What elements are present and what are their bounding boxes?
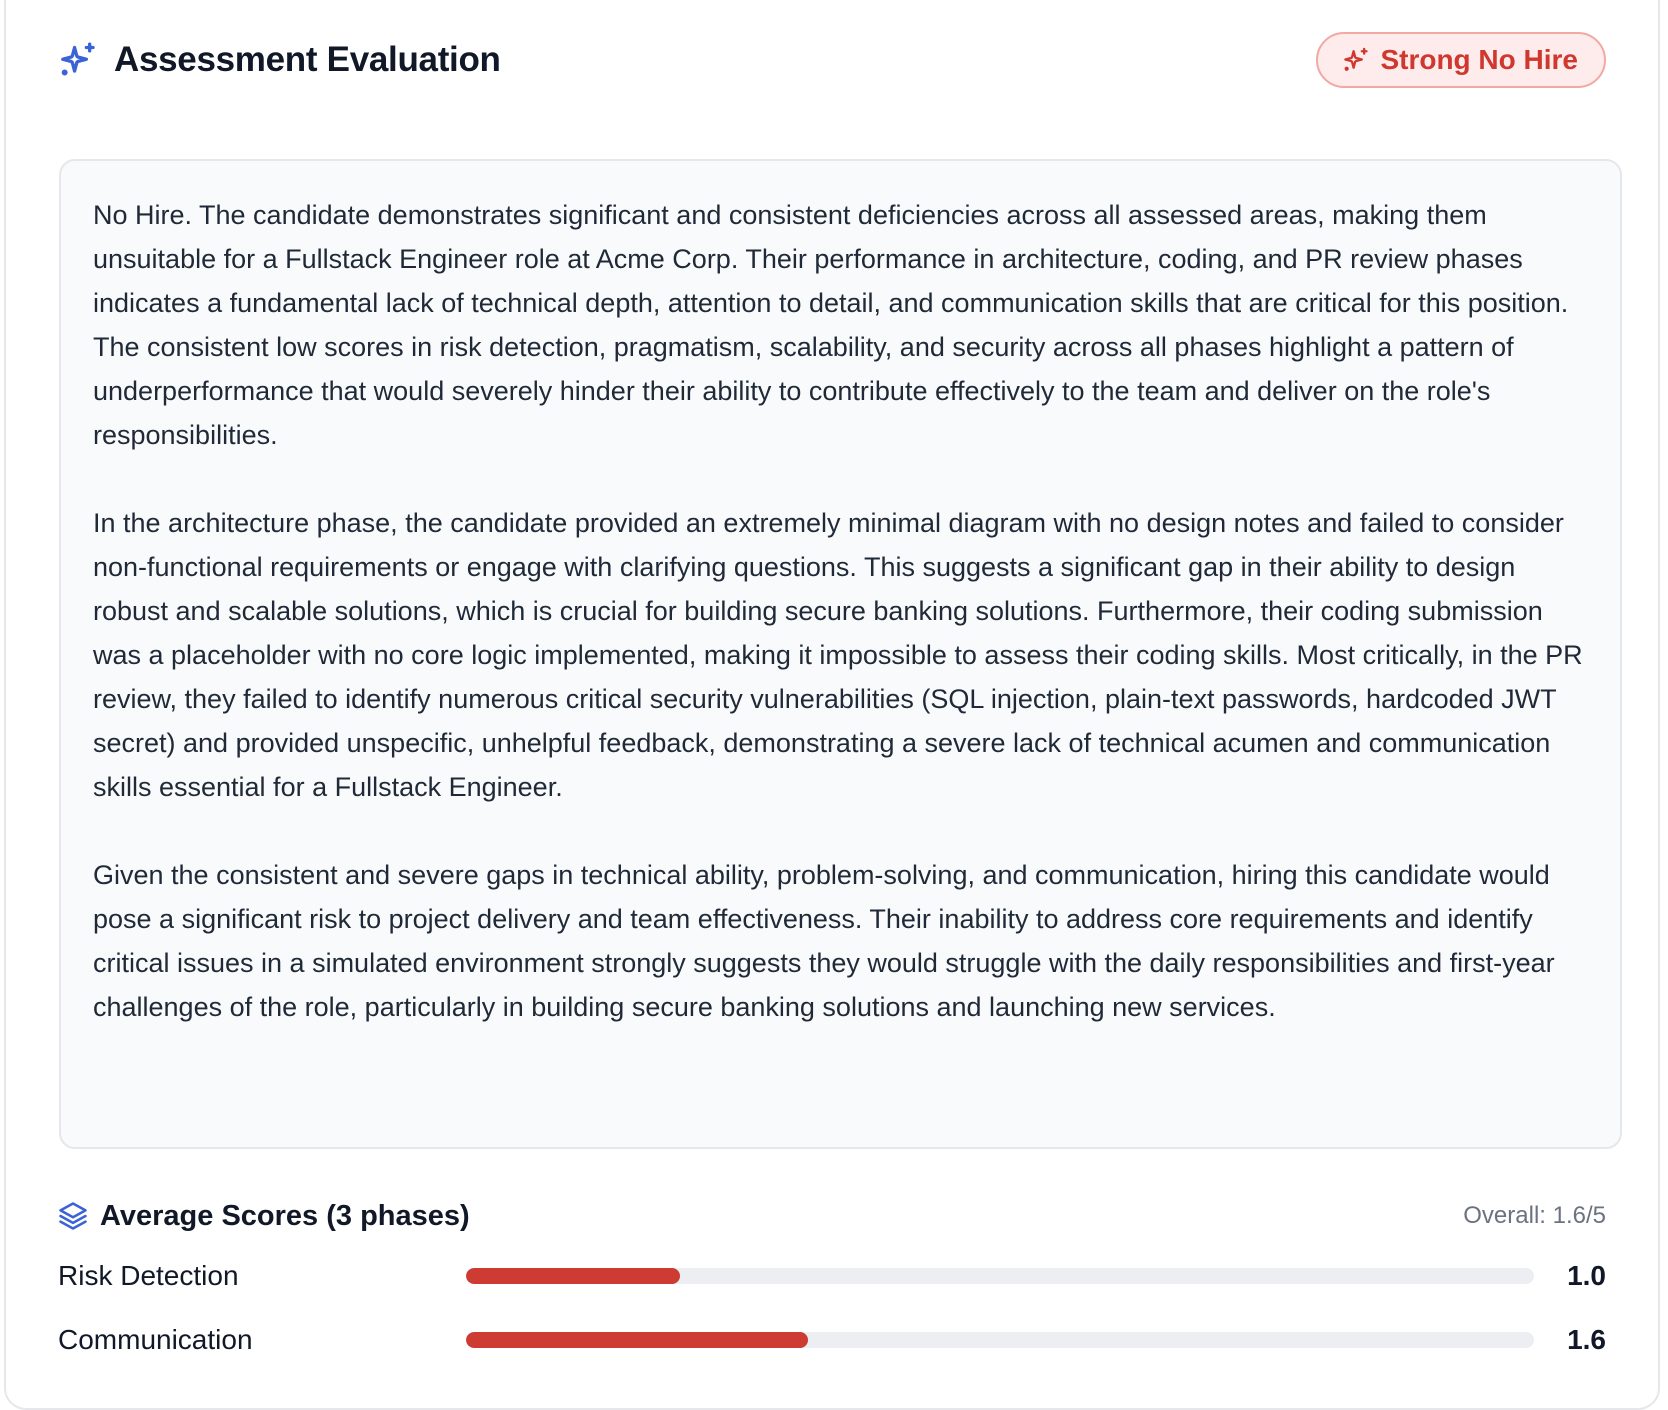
overall-score: Overall: 1.6/5 (1463, 1202, 1606, 1229)
layers-icon (58, 1201, 88, 1231)
score-value: 1.0 (1567, 1260, 1606, 1291)
sparkles-icon (1342, 46, 1370, 74)
score-bar-track (466, 1268, 1534, 1284)
score-label: Communication (58, 1324, 253, 1355)
summary-paragraph: Given the consistent and severe gaps in technical ability, problem-solving, and communication, hiring this candidate would pose a significant risk to project delivery and team effectiveness. Their inability to address core requirements and identify critical issues in a simulated environment strongly suggests they would struggle with the daily responsibilities and first-year challenges of the role, particularly in building secure banking solutions and launching new services. (93, 860, 1555, 1022)
title-group (58, 40, 501, 80)
recommendation-badge (1316, 32, 1606, 88)
scores-title: Average Scores (3 phases) (100, 1199, 470, 1232)
evaluation-summary (59, 159, 1622, 1149)
score-row-risk-detection (58, 1254, 1606, 1298)
average-scores-header (58, 1194, 1606, 1238)
card-header (58, 30, 1606, 90)
score-value: 1.6 (1567, 1324, 1606, 1355)
summary-paragraph: In the architecture phase, the candidate provided an extremely minimal diagram with no design notes and failed to consider non-functional requirements or engage with clarifying questions. This suggests a significant gap in their ability to design robust and scalable solutions, which is crucial for building secure banking solutions. Furthermore, their coding submission was a placeholder with no core logic implemented, making it impossible to assess their coding skills. Most critically, in the PR review, they failed to identify numerous critical security vulnerabilities (SQL injection, plain-text passwords, hardcoded JWT secret) and provided unspecific, unhelpful feedback, demonstrating a severe lack of technical acumen and communication skills essential for a Fullstack Engineer. (93, 508, 1583, 802)
badge-label: Strong No Hire (1380, 44, 1578, 75)
assessment-evaluation-card (4, 0, 1660, 1410)
scores-title-group (58, 1200, 470, 1233)
page-title: Assessment Evaluation (114, 40, 501, 79)
score-label: Risk Detection (58, 1260, 239, 1291)
score-row-communication (58, 1318, 1606, 1362)
summary-paragraph: No Hire. The candidate demonstrates significant and consistent deficiencies across all assessed areas, making them unsuitable for a Fullstack Engineer role at Acme Corp. Their performance in architecture, coding, and PR review phases indicates a fundamental lack of technical depth, attention to detail, and communication skills that are critical for this position. The consistent low scores in risk detection, pragmatism, scalability, and security across all phases highlight a pattern of underperformance that would severely hinder their ability to contribute effectively to the team and deliver on the role's responsibilities. (93, 200, 1569, 450)
score-bar-fill (466, 1332, 808, 1348)
score-bar-fill (466, 1268, 680, 1284)
score-bar-track (466, 1332, 1534, 1348)
sparkles-icon (58, 40, 98, 80)
